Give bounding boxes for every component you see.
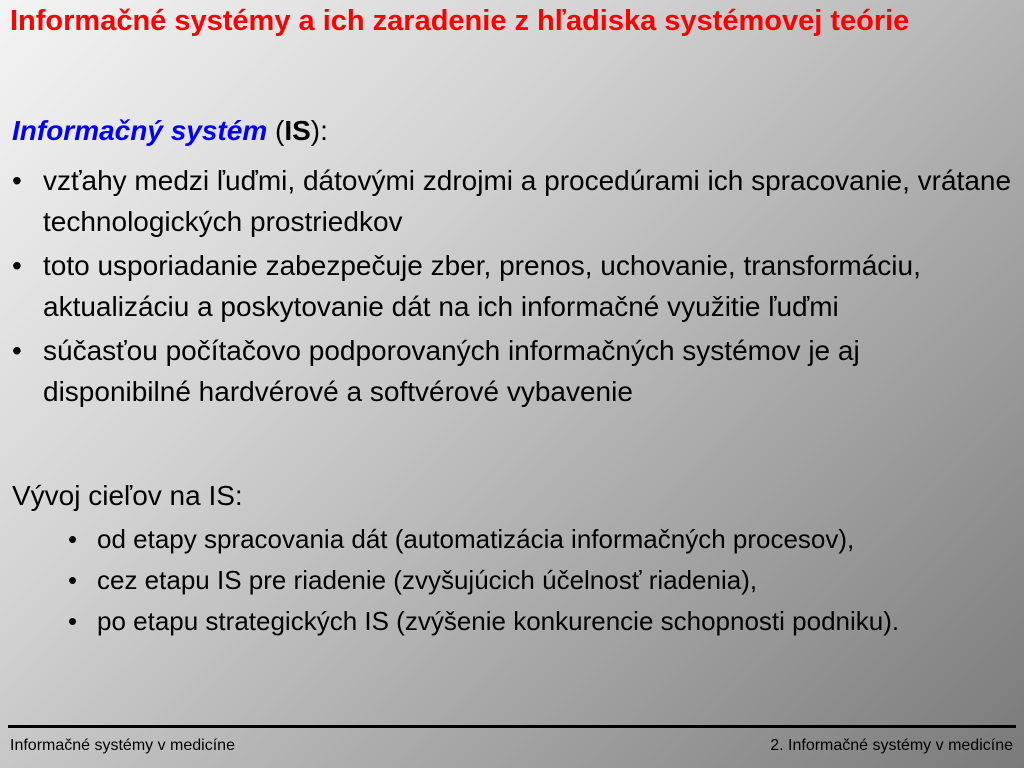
is-term: Informačný systém [12, 115, 268, 146]
footer-divider [8, 725, 1016, 728]
list-item-text: súčasťou počítačovo podporovaných informačných systémov je aj disponibilné hardvérové a softvérové vybavenie [43, 335, 860, 407]
list-item [0, 330, 1014, 412]
is-open-paren: ( [267, 115, 285, 146]
is-abbreviation: IS [284, 115, 311, 146]
bullet-icon: • [68, 524, 78, 554]
is-close-paren: ): [310, 115, 328, 146]
bullet-icon: • [12, 250, 22, 281]
is-definition-list [0, 160, 1014, 415]
is-definition-heading [12, 113, 328, 149]
list-item [0, 160, 1014, 242]
list-item-text: vzťahy medzi ľuďmi, dátovými zdrojmi a procedúrami ich spracovanie, vrátane technologických prostriedkov [43, 165, 1012, 237]
list-item [0, 519, 1016, 559]
list-item-text: po etapu strategických IS (zvýšenie konkurencie schopnosti podniku). [97, 606, 900, 636]
bullet-icon: • [68, 565, 78, 595]
list-item-text: cez etapu IS pre riadenie (zvyšujúcich účelnosť riadenia), [97, 565, 758, 595]
goals-heading: Vývoj cieľov na IS: [12, 480, 243, 511]
list-item [0, 245, 1014, 327]
footer-course-title: Informačné systémy v medicíne [10, 737, 235, 754]
list-item-text: toto usporiadanie zabezpečuje zber, prenos, uchovanie, transformáciu, aktualizáciu a poskytovanie dát na ich informačné využitie ľuďmi [43, 250, 921, 322]
slide-title: Informačné systémy a ich zaradenie z hľadiska systémovej teórie [10, 5, 910, 37]
list-item [0, 560, 1016, 600]
bullet-icon: • [12, 165, 22, 196]
bullet-icon: • [12, 335, 22, 366]
goals-list [0, 519, 1016, 642]
list-item-text: od etapy spracovania dát (automatizácia informačných procesov), [97, 524, 855, 554]
bullet-icon: • [68, 606, 78, 636]
list-item [0, 601, 1016, 641]
footer-lecture-title: 2. Informačné systémy v medicíne [770, 737, 1013, 754]
